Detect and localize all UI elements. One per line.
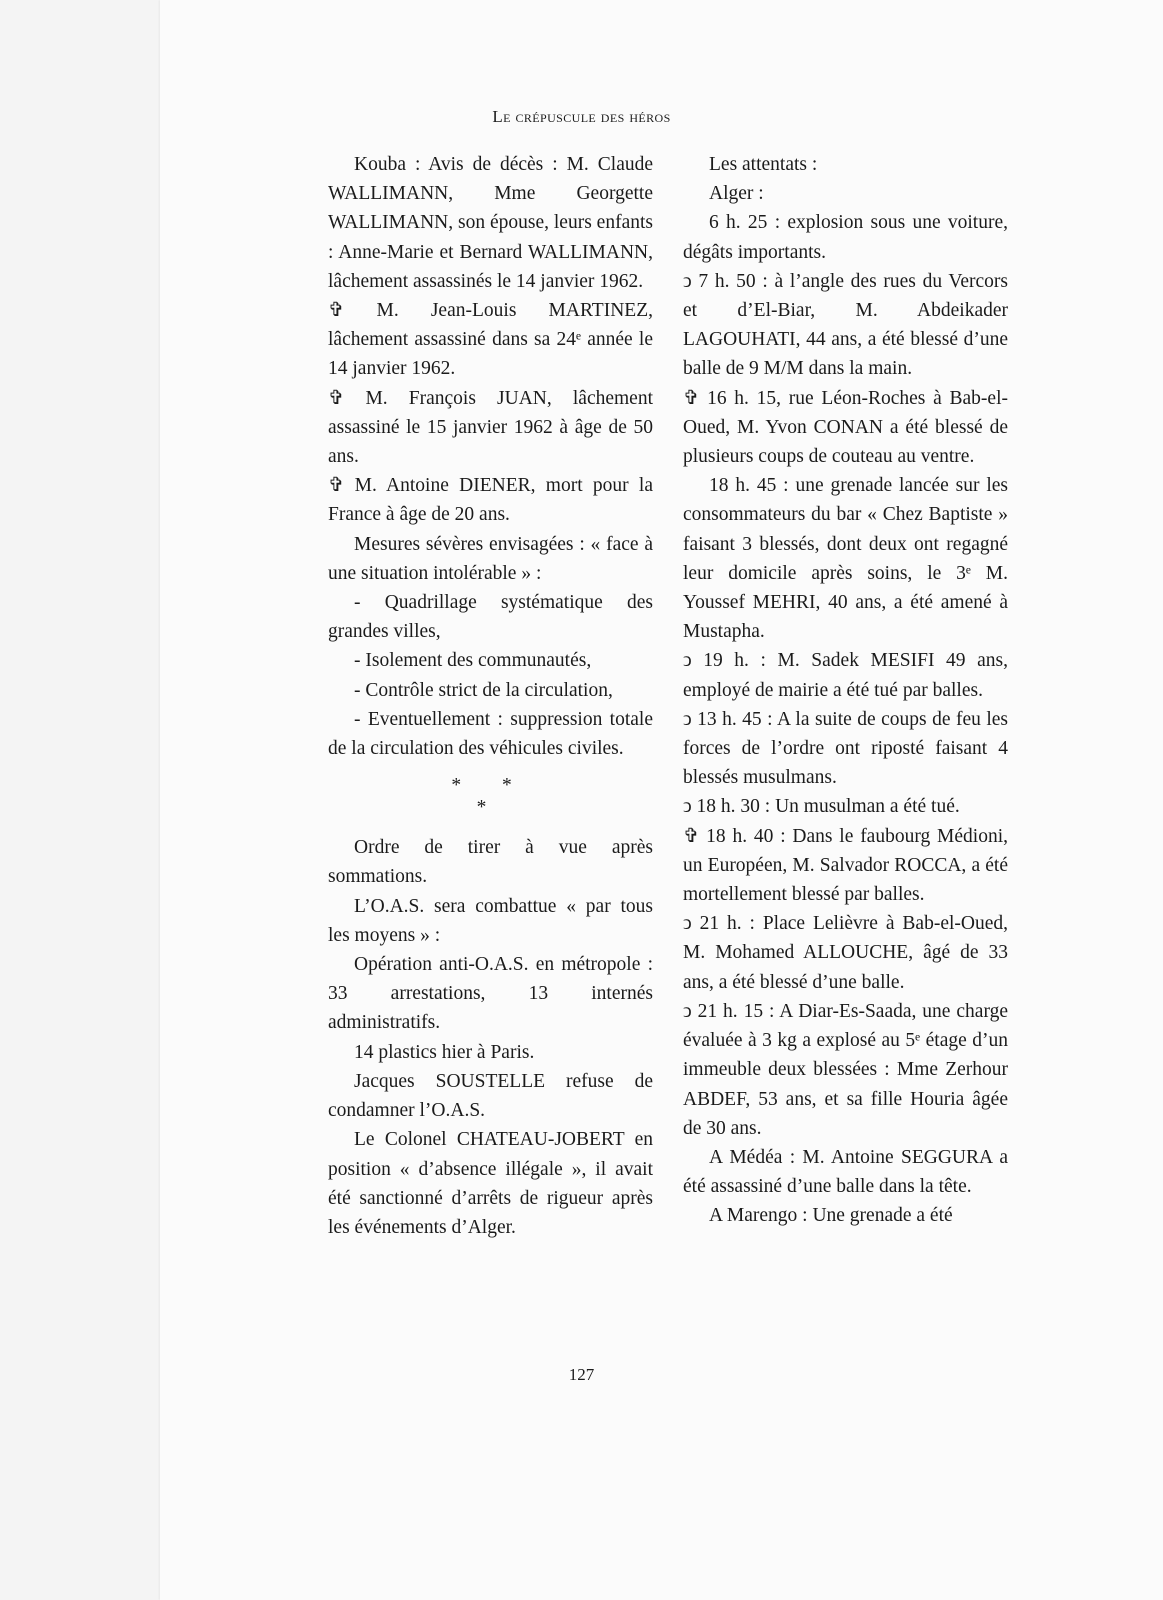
paragraph: ✞ 16 h. 15, rue Léon-Roches à Bab-el-Oued, M. Yvon CONAN a été blessé de plusieurs coups de couteau au ventre. [683, 387, 1008, 468]
list-item: - Contrôle strict de la circulation, [354, 679, 613, 701]
paragraph: A Médéa : M. Antoine SEGGURA a été assassiné d’une balle dans la tête. [683, 1146, 1008, 1198]
subheading: Alger : [709, 183, 764, 205]
left-column [328, 150, 653, 1242]
paragraph: Mesures sévères envisagées : « face à une situation intolérable » : [328, 533, 653, 584]
separator-star-bottom: * [476, 797, 505, 819]
paragraph: ↄ 19 h. : M. Sadek MESIFI 49 ans, employé de mairie a été tué par balles. [683, 650, 1008, 701]
page-number: 127 [568, 1365, 595, 1384]
paragraph: 14 plastics hier à Paris. [354, 1041, 535, 1063]
running-title: Le crépuscule des héros [492, 107, 671, 126]
paragraph: Ordre de tirer à vue après sommations. [328, 837, 653, 888]
paragraph: ↄ 7 h. 50 : à l’angle des rues du Vercors et d’El-Biar, M. Abdeikader LAGOUHATI, 44 ans, a été blessé d’une balle de 9 M/M dans la main. [683, 270, 1008, 380]
list-item: - Isolement des communautés, [354, 650, 592, 672]
paragraph: ✞ M. François JUAN, lâchement assassiné le 15 janvier 1962 à âge de 50 ans. [328, 387, 653, 468]
paragraph: ↄ 13 h. 45 : A la suite de coups de feu les forces de l’ordre ont riposté faisant 4 blessés musulmans. [683, 708, 1008, 789]
paragraph: Le Colonel CHATEAU-JOBERT en position « d’absence illégale », il avait été sanctionné d’arrêts de rigueur après les événements d’Alger. [328, 1129, 653, 1238]
section-heading: Les attentats : [709, 154, 818, 175]
paragraph: 18 h. 45 : une grenade lancée sur les consommateurs du bar « Chez Baptiste » faisant 3 blessés, dont deux ont regagné leur domicile après soins, le 3ᵉ M. Youssef MEHRI, 40 ans, a été amené à Mustapha. [683, 475, 1008, 643]
paragraph: Kouba : Avis de décès : M. Claude WALLIMANN, Mme Georgette WALLIMANN, son épouse, leurs enfants : Anne-Marie et Bernard WALLIMANN, lâchement assassinés le 14 janvier 1962. [328, 154, 653, 292]
paragraph: ✞ M. Jean-Louis MARTINEZ, lâchement assassiné dans sa 24ᵉ année le 14 janvier 1962. [328, 300, 653, 380]
paragraph: Jacques SOUSTELLE refuse de condamner l’O.A.S. [328, 1070, 653, 1122]
paragraph: ↄ 21 h. : Place Lelièvre à Bab-el-Oued, M. Mohamed ALLOUCHE, âgé de 33 ans, a été blessé d’une balle. [683, 913, 1008, 993]
paragraph: L’O.A.S. sera combattue « par tous les moyens » : [328, 895, 653, 946]
paragraph: 6 h. 25 : explosion sous une voiture, dégâts importants. [683, 212, 1008, 263]
paragraph: ✞ M. Antoine DIENER, mort pour la France à âge de 20 ans. [328, 475, 653, 526]
paragraph: ↄ 21 h. 15 : A Diar-Es-Saada, une charge évaluée à 3 kg a explosé au 5ᵉ étage d’un immeuble deux blessées : Mme Zerhour ABDEF, 53 ans, et sa fille Houria âgée de 30 ans. [683, 1000, 1008, 1139]
paragraph: A Marengo : Une grenade a été [709, 1205, 953, 1227]
list-item: - Eventuellement : suppression totale de la circulation des véhicules civiles. [328, 708, 653, 760]
paragraph: ✞ 18 h. 40 : Dans le faubourg Médioni, un Européen, M. Salvador ROCCA, a été mortellement blessé par balles. [683, 825, 1008, 906]
paragraph: ↄ 18 h. 30 : Un musulman a été tué. [683, 796, 960, 818]
page-sheet [160, 0, 1163, 1600]
right-column [683, 150, 1008, 1231]
section-separator [328, 775, 653, 819]
list-item: - Quadrillage systématique des grandes villes, [328, 592, 653, 643]
separator-stars-top: * * [451, 775, 530, 797]
paragraph: Opération anti-O.A.S. en métropole : 33 arrestations, 13 internés administratifs. [328, 954, 653, 1034]
